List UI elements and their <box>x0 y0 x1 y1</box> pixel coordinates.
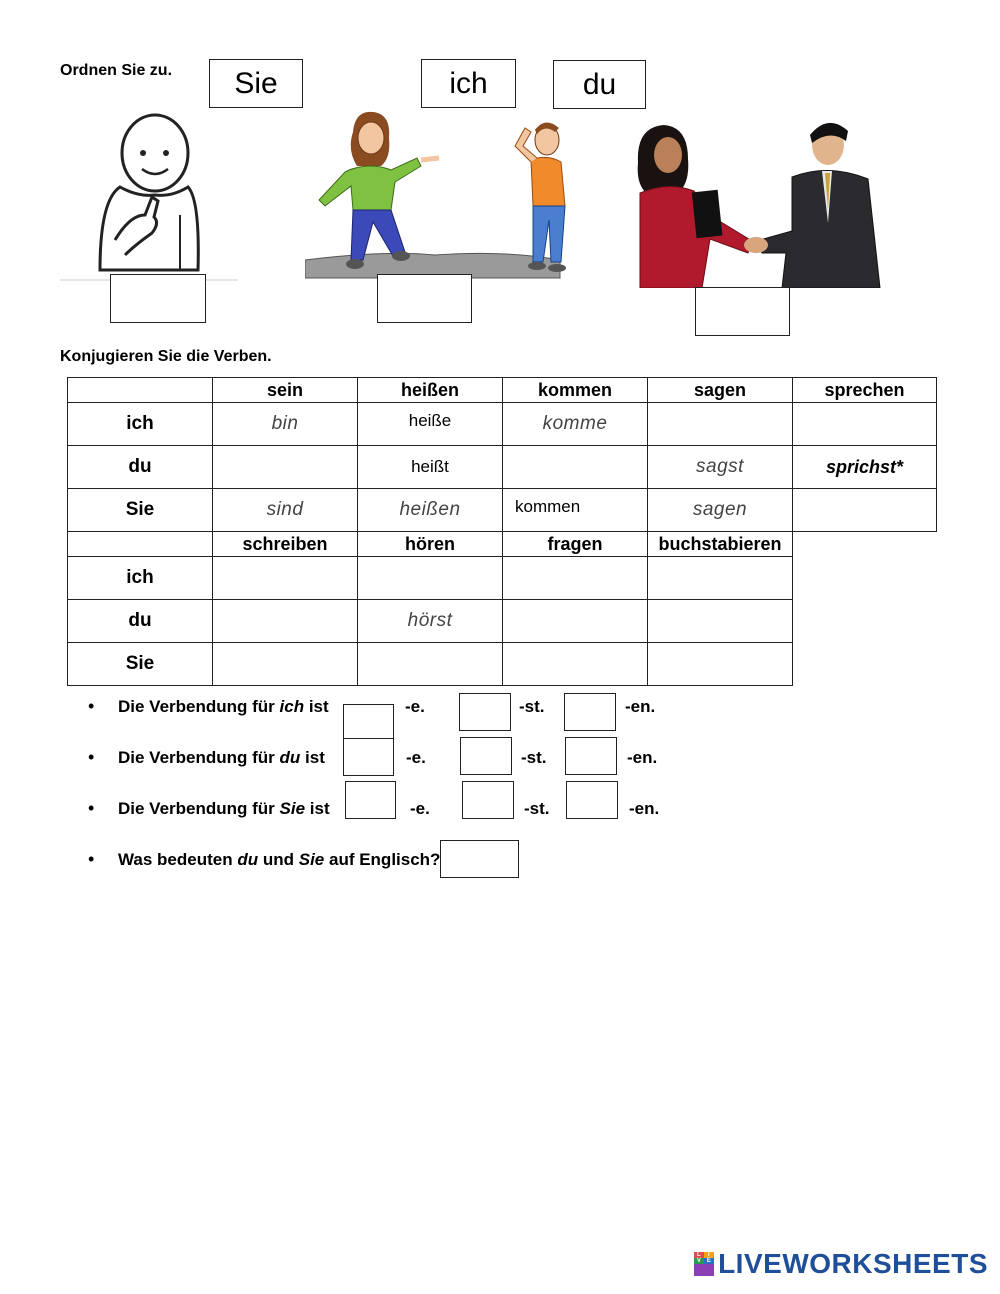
ending-label: -st. <box>521 748 547 767</box>
answer-cell <box>358 557 503 600</box>
drop-box-picture-2[interactable] <box>377 274 472 323</box>
ending-label: -e. <box>410 799 430 818</box>
verb-header: hören <box>358 532 503 557</box>
ending-label: -e. <box>405 697 425 716</box>
pronoun-label: du <box>68 600 213 643</box>
question-pronoun: du <box>279 748 301 767</box>
pronoun-label: Sie <box>68 643 213 686</box>
given-form: hörst <box>358 600 503 643</box>
ending-box-sie[interactable] <box>462 781 514 819</box>
table-blank <box>793 643 937 686</box>
instruction-match: Ordnen Sie zu. <box>60 62 173 79</box>
question-pronoun: Sie <box>279 799 306 818</box>
filled-answer-field[interactable]: kommen <box>502 488 648 532</box>
answer-field[interactable] <box>792 488 937 532</box>
answer-field[interactable] <box>647 556 793 600</box>
answer-cell <box>503 600 648 643</box>
header-empty <box>68 378 213 403</box>
logo-text: LIVEWORKSHEETS <box>718 1248 988 1279</box>
answer-cell <box>793 489 937 532</box>
given-form: sind <box>213 489 358 532</box>
answer-field[interactable] <box>212 642 358 686</box>
liveworksheets-logo <box>694 1248 988 1280</box>
answer-cell <box>648 600 793 643</box>
given-form: bin <box>213 403 358 446</box>
bullet-dot: • <box>88 747 95 767</box>
question-du <box>118 748 325 768</box>
instruction-conjugate: Konjugieren Sie die Verben. <box>60 348 272 365</box>
ending-box-sie[interactable] <box>345 781 396 819</box>
given-form: sprichst* <box>793 446 937 489</box>
ending-label: -en. <box>629 799 660 818</box>
given-form: sagen <box>648 489 793 532</box>
question-text: ist <box>300 748 325 767</box>
verb-header: sein <box>213 378 358 403</box>
question-pronoun: ich <box>279 697 305 716</box>
picture-self-pointing <box>60 105 240 285</box>
answer-field[interactable] <box>212 599 358 643</box>
drag-word-du[interactable]: du <box>553 60 646 109</box>
ending-box-ich[interactable] <box>459 693 511 731</box>
answer-cell <box>648 403 793 446</box>
question-pronoun: du <box>237 850 259 869</box>
drop-box-picture-1[interactable] <box>110 274 206 323</box>
logo-badge-icon: L I V E <box>694 1252 714 1276</box>
question-text: ist <box>305 799 330 818</box>
ending-label: -en. <box>625 697 656 716</box>
ending-box-du[interactable] <box>460 737 512 775</box>
question-text: auf Englisch? <box>324 850 441 869</box>
answer-cell <box>358 446 503 489</box>
answer-cell <box>213 600 358 643</box>
answer-field[interactable] <box>502 642 648 686</box>
ending-box-ich[interactable] <box>564 693 616 731</box>
verb-header: sagen <box>648 378 793 403</box>
filled-answer-field[interactable]: heißt <box>357 445 503 489</box>
answer-cell <box>648 557 793 600</box>
ending-label: -st. <box>524 799 550 818</box>
answer-cell <box>503 489 648 532</box>
ending-label: -e. <box>406 748 426 767</box>
pronoun-label: ich <box>68 403 213 446</box>
pronoun-label: ich <box>68 557 213 600</box>
question-text: und <box>258 850 299 869</box>
table-blank <box>793 532 937 557</box>
bullet-dot: • <box>88 798 95 818</box>
question-text: Die Verbendung für <box>118 748 280 767</box>
table-blank <box>793 600 937 643</box>
answer-field[interactable] <box>647 599 793 643</box>
picture-handshake <box>632 113 882 288</box>
answer-field[interactable] <box>502 599 648 643</box>
verb-header: schreiben <box>213 532 358 557</box>
question-text: ist <box>304 697 329 716</box>
given-form: sagst <box>648 446 793 489</box>
answer-cell <box>213 446 358 489</box>
answer-field[interactable] <box>502 556 648 600</box>
answer-cell <box>503 557 648 600</box>
answer-field[interactable] <box>647 642 793 686</box>
answer-field[interactable] <box>647 402 793 446</box>
verb-header: sprechen <box>793 378 937 403</box>
question-text: Was bedeuten <box>118 850 238 869</box>
ending-box-ich[interactable] <box>343 704 394 742</box>
verb-header: heißen <box>358 378 503 403</box>
answer-cell <box>503 446 648 489</box>
answer-field[interactable] <box>357 556 503 600</box>
header-empty <box>68 532 213 557</box>
answer-cell <box>358 643 503 686</box>
bullet-dot: • <box>88 696 95 716</box>
answer-cell <box>503 643 648 686</box>
answer-cell <box>793 403 937 446</box>
pronoun-label: du <box>68 446 213 489</box>
drag-word-sie[interactable]: Sie <box>209 59 303 108</box>
answer-cell <box>648 643 793 686</box>
answer-field[interactable] <box>212 445 358 489</box>
answer-field[interactable] <box>792 402 937 446</box>
question-english <box>118 850 440 870</box>
filled-answer-field[interactable]: heiße <box>357 402 503 446</box>
verb-header: kommen <box>503 378 648 403</box>
given-form: komme <box>503 403 648 446</box>
ending-box-du[interactable] <box>565 737 617 775</box>
answer-field[interactable] <box>357 642 503 686</box>
answer-cell <box>358 403 503 446</box>
verb-header: buchstabieren <box>648 532 793 557</box>
conjugation-table <box>67 377 937 686</box>
given-form: heißen <box>358 489 503 532</box>
ending-label: -st. <box>519 697 545 716</box>
pronoun-label: Sie <box>68 489 213 532</box>
verb-header: fragen <box>503 532 648 557</box>
ending-box-du[interactable] <box>343 738 394 776</box>
question-text: Die Verbendung für <box>118 799 280 818</box>
question-sie <box>118 799 330 819</box>
english-answer-field[interactable] <box>440 840 519 878</box>
answer-field[interactable] <box>502 445 648 489</box>
ending-box-sie[interactable] <box>566 781 618 819</box>
question-ich <box>118 697 329 717</box>
drop-box-picture-3[interactable] <box>695 287 790 336</box>
question-pronoun: Sie <box>298 850 325 869</box>
answer-cell <box>213 557 358 600</box>
ending-label: -en. <box>627 748 658 767</box>
answer-field[interactable] <box>212 556 358 600</box>
bullet-dot: • <box>88 849 95 869</box>
question-text: Die Verbendung für <box>118 697 280 716</box>
drag-word-ich[interactable]: ich <box>421 59 516 108</box>
picture-pointing-at-other <box>305 110 570 282</box>
table-blank <box>793 557 937 600</box>
answer-cell <box>213 643 358 686</box>
